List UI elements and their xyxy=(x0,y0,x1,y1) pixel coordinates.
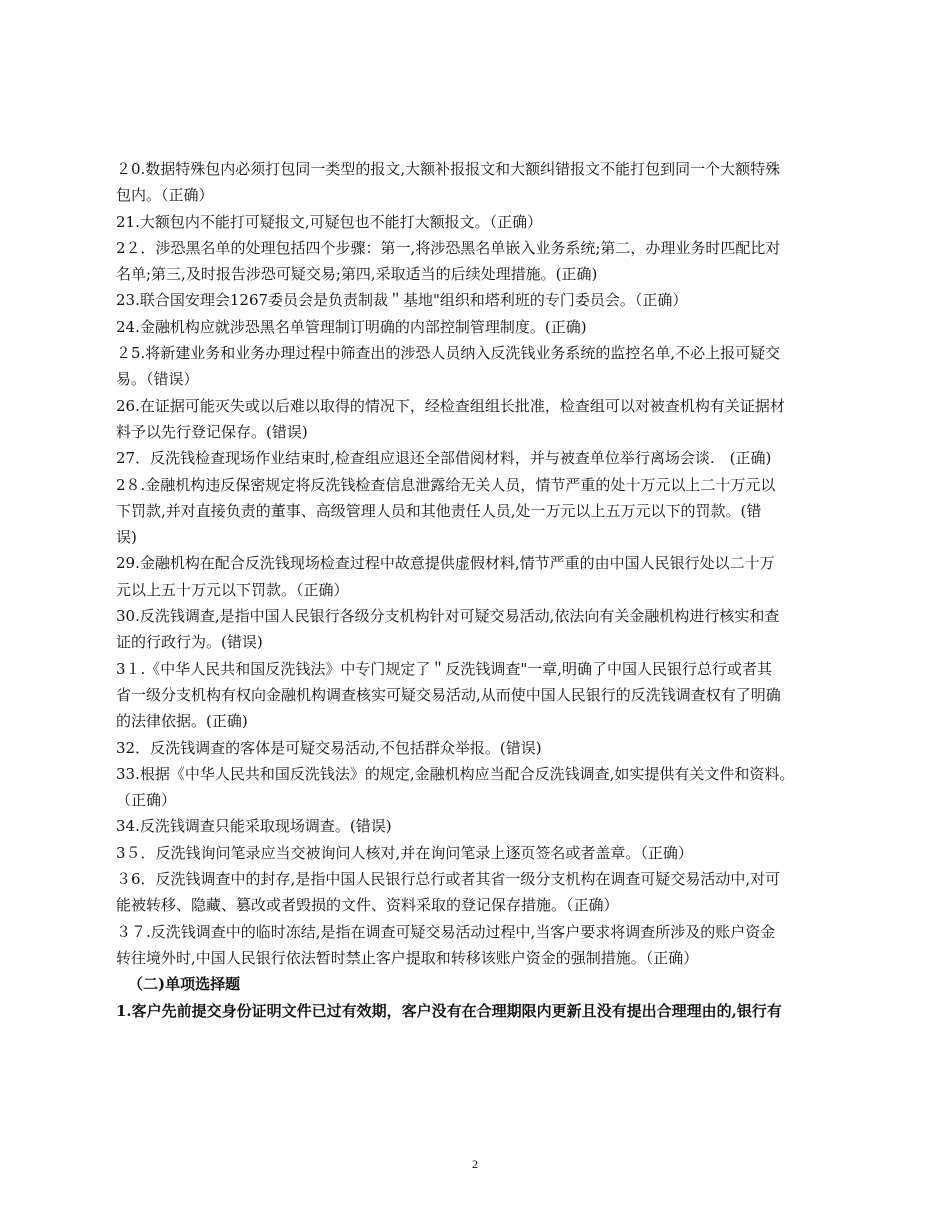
text-line: 34.反洗钱调查只能采取现场调查。(错误) xyxy=(116,817,392,836)
text-line: 2８.金融机构违反保密规定将反洗钱检查信息泄露给无关人员，情节严重的处十万元以上二十万元以 xyxy=(116,475,776,494)
text-line: 3５．反洗钱询问笔录应当交被询问人核对,并在询问笔录上逐页签名或者盖章。（正确） xyxy=(116,843,693,862)
text-line: 料予以先行登记保存。(错误) xyxy=(116,422,308,441)
text-line: 21.大额包内不能打可疑报文,可疑包也不能打大额报文。（正确） xyxy=(116,212,543,231)
text-line: ２0.数据特殊包内必须打包同一类型的报文,大额补报报文和大额纠错报文不能打包到同一个大额特殊 xyxy=(116,160,781,178)
text-line: 33.根据《中华人民共和国反洗钱法》的规定,金融机构应当配合反洗钱调查,如实提供有关文件和资料。 xyxy=(116,764,795,783)
text-line: ２5.将新建业务和业务办理过程中筛查出的涉恐人员纳入反洗钱业务系统的监控名单,不必上报可疑交 xyxy=(116,344,781,363)
text-line: 能被转移、隐藏、篡改或者毁损的文件、资料采取的登记保存措施。（正确） xyxy=(116,896,619,915)
text-line: 名单;第三,及时报告涉恐可疑交易;第四,采取适当的后续处理措施。(正确) xyxy=(116,265,598,284)
page-number: 2 xyxy=(472,1157,478,1171)
text-line: 元以上五十万元以下罚款。（正确） xyxy=(116,580,349,599)
text-line: 27．反洗钱检查现场作业结束时,检查组应退还全部借阅材料，并与被查单位举行离场会谈. (正确) xyxy=(116,449,772,468)
text-line: 32．反洗钱调查的客体是可疑交易活动,不包括群众举报。(错误) xyxy=(116,738,542,757)
text-line: ３6．反洗钱调查中的封存,是指中国人民银行总行或者其省一级分支机构在调查可疑交易活动中,对可 xyxy=(116,870,781,889)
text-line: 3１.《中华人民共和国反洗钱法》中专门规定了＂反洗钱调查"一章,明确了中国人民银行总行或者其 xyxy=(116,659,772,678)
text-line: 证的行政行为。(错误) xyxy=(116,633,263,652)
text-line: 误) xyxy=(116,528,137,547)
document-body xyxy=(116,156,856,1024)
text-line: 省一级分支机构有权向金融机构调查核实可疑交易活动,从而使中国人民银行的反洗钱调查权有了明确 xyxy=(116,685,781,704)
text-line: 的法律依据。(正确) xyxy=(116,712,248,731)
text-line: 下罚款,并对直接负责的董事、高级管理人员和其他责任人员,处一万元以上五万元以下的罚款。(错 xyxy=(116,501,762,520)
text-line: 29.金融机构在配合反洗钱现场检查过程中故意提供虚假材料,情节严重的由中国人民银行处以二十万 xyxy=(116,554,775,573)
question-text: 1.客户先前提交身份证明文件已过有效期，客户没有在合理期限内更新且没有提出合理理由的,银行有 xyxy=(116,1001,782,1020)
text-line: ３７.反洗钱调查中的临时冻结,是指在调查可疑交易活动过程中,当客户要求将调查所涉及的账户资金 xyxy=(116,922,776,941)
text-line: 23.联合国安理会1267委员会是负责制裁＂基地"组织和塔利班的专门委员会。（正确） xyxy=(116,291,688,310)
text-line: 26.在证据可能灭失或以后难以取得的情况下，经检查组组长批准，检查组可以对被查机构有关证据材 xyxy=(116,396,785,415)
text-line: 易。（错误） xyxy=(116,370,199,389)
text-line: 包内。（正确） xyxy=(116,186,214,205)
text-line: 转往境外时,中国人民银行依法暂时禁止客户提取和转移该账户资金的强制措施。（正确） xyxy=(116,948,699,967)
text-line: 24.金融机构应就涉恐黑名单管理制订明确的内部控制管理制度。(正确) xyxy=(116,317,587,336)
text-line: 30.反洗钱调查,是指中国人民银行各级分支机构针对可疑交易活动,依法向有关金融机构进行核实和查 xyxy=(116,607,780,626)
section-heading: （二)单项选择题 xyxy=(128,975,241,994)
text-line: 2２．涉恐黑名单的处理包括四个步骤：第一,将涉恐黑名单嵌入业务系统;第二，办理业务时匹配比对 xyxy=(116,238,781,257)
text-line: （正确） xyxy=(116,791,177,810)
